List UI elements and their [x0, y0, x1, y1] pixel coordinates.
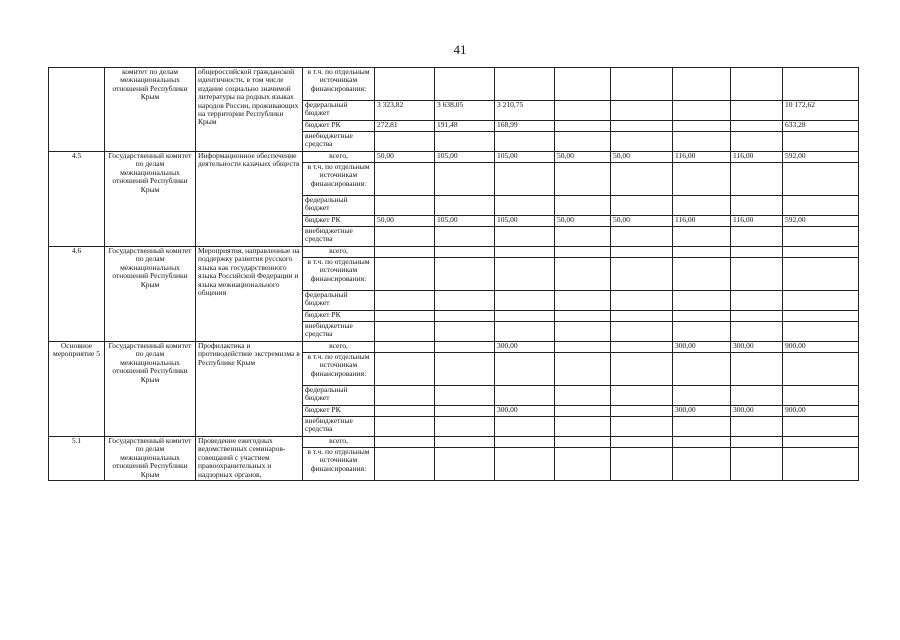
value-cell	[783, 258, 859, 291]
funding-source-cell: в т.ч. по отдельным источникам финансирования:	[303, 163, 375, 196]
value-cell	[673, 386, 731, 406]
value-cell	[611, 163, 673, 196]
value-cell	[435, 258, 495, 291]
value-cell	[783, 386, 859, 406]
row-number: 4.6	[71, 246, 82, 255]
value-cell	[673, 68, 731, 101]
funding-source-cell: внебюджетные средства	[303, 417, 375, 437]
table-row	[49, 152, 859, 163]
value-cell: 116,00	[673, 152, 731, 163]
funding-source-cell: в т.ч. по отдельным источникам финансирования:	[303, 448, 375, 481]
value-cell	[555, 132, 611, 152]
funding-source-cell: внебюджетные средства	[303, 227, 375, 247]
value-cell	[731, 247, 783, 258]
value-cell	[731, 101, 783, 121]
value-cell	[783, 437, 859, 448]
value-cell	[673, 101, 731, 121]
value-cell	[375, 227, 435, 247]
value-cell	[495, 353, 555, 386]
value-cell	[611, 386, 673, 406]
value-cell	[555, 227, 611, 247]
measure-text: Профилактика и противодействие экстремизма в Республике Крым	[198, 341, 300, 367]
value-cell	[731, 227, 783, 247]
value-cell	[611, 258, 673, 291]
measure-cell	[196, 342, 303, 437]
value-cell	[783, 291, 859, 311]
value-cell	[375, 132, 435, 152]
row-number-cell	[49, 68, 105, 152]
value-cell	[435, 196, 495, 216]
value-cell	[783, 227, 859, 247]
value-cell	[611, 247, 673, 258]
value-cell: 300,00	[673, 342, 731, 353]
value-cell	[783, 417, 859, 437]
value-cell: 105,00	[495, 216, 555, 227]
value-cell	[375, 258, 435, 291]
value-cell	[495, 196, 555, 216]
value-cell	[555, 386, 611, 406]
value-cell	[611, 311, 673, 322]
value-cell	[375, 353, 435, 386]
value-cell	[611, 437, 673, 448]
value-cell	[375, 417, 435, 437]
value-cell: 168,99	[495, 121, 555, 132]
value-cell: 105,00	[435, 216, 495, 227]
value-cell	[495, 258, 555, 291]
value-cell: 300,00	[731, 342, 783, 353]
value-cell	[673, 353, 731, 386]
funding-source-cell: всего,	[303, 437, 375, 448]
value-cell	[375, 291, 435, 311]
measure-text: общероссийской гражданской идентичности, в том числе издание социально значимой литературы на родных языках народов России, проживающих на территории Республики Крым	[198, 67, 299, 127]
value-cell	[783, 311, 859, 322]
value-cell	[611, 132, 673, 152]
funding-source-cell: федеральный бюджет	[303, 101, 375, 121]
funding-source-cell: внебюджетные средства	[303, 322, 375, 342]
value-cell: 3 323,82	[375, 101, 435, 121]
value-cell	[673, 417, 731, 437]
value-cell	[611, 121, 673, 132]
value-cell	[783, 163, 859, 196]
value-cell	[731, 196, 783, 216]
value-cell: 3 638,05	[435, 101, 495, 121]
value-cell	[435, 342, 495, 353]
value-cell	[611, 291, 673, 311]
value-cell	[375, 196, 435, 216]
measure-cell	[196, 247, 303, 342]
value-cell	[435, 247, 495, 258]
value-cell: 116,00	[731, 216, 783, 227]
value-cell: 592,00	[783, 216, 859, 227]
value-cell	[495, 311, 555, 322]
value-cell	[555, 448, 611, 481]
value-cell	[555, 311, 611, 322]
value-cell	[495, 68, 555, 101]
executor-text: Государственный комитет по делам межнациональных отношений Республики Крым	[108, 341, 192, 384]
value-cell	[495, 437, 555, 448]
value-cell	[731, 291, 783, 311]
value-cell	[731, 448, 783, 481]
value-cell	[435, 227, 495, 247]
value-cell	[611, 342, 673, 353]
value-cell	[673, 163, 731, 196]
value-cell	[673, 448, 731, 481]
executor-text: Государственный комитет по делам межнациональных отношений Республики Крым	[108, 436, 192, 479]
value-cell	[435, 417, 495, 437]
executor-cell	[105, 152, 196, 247]
table-row	[49, 68, 859, 101]
value-cell: 300,00	[673, 406, 731, 417]
value-cell	[611, 196, 673, 216]
value-cell	[375, 437, 435, 448]
value-cell	[673, 291, 731, 311]
value-cell	[555, 291, 611, 311]
row-number-cell	[49, 152, 105, 247]
value-cell: 900,00	[783, 406, 859, 417]
value-cell: 272,81	[375, 121, 435, 132]
value-cell	[611, 417, 673, 437]
value-cell	[673, 311, 731, 322]
value-cell	[731, 132, 783, 152]
value-cell	[435, 132, 495, 152]
value-cell	[611, 406, 673, 417]
value-cell	[555, 437, 611, 448]
executor-cell	[105, 68, 196, 152]
value-cell	[555, 258, 611, 291]
page-number: 41	[453, 42, 467, 57]
value-cell	[435, 406, 495, 417]
funding-source-cell: бюджет РК	[303, 216, 375, 227]
measure-text: Проведение ежегодных ведомственных семинаров-совещаний с участием правоохранительных и надзорных органов,	[198, 436, 286, 479]
funding-source-cell: федеральный бюджет	[303, 386, 375, 406]
value-cell	[673, 132, 731, 152]
value-cell	[783, 353, 859, 386]
value-cell: 300,00	[495, 406, 555, 417]
value-cell	[375, 342, 435, 353]
value-cell	[555, 406, 611, 417]
row-number-cell	[49, 342, 105, 437]
value-cell	[435, 386, 495, 406]
value-cell	[555, 322, 611, 342]
value-cell	[375, 406, 435, 417]
measure-cell	[196, 152, 303, 247]
value-cell: 191,48	[435, 121, 495, 132]
value-cell	[673, 227, 731, 247]
funding-source-cell: всего,	[303, 247, 375, 258]
value-cell	[375, 448, 435, 481]
value-cell	[495, 247, 555, 258]
value-cell: 116,00	[731, 152, 783, 163]
value-cell	[495, 132, 555, 152]
value-cell	[673, 258, 731, 291]
value-cell: 300,00	[495, 342, 555, 353]
value-cell: 50,00	[611, 216, 673, 227]
value-cell: 300,00	[731, 406, 783, 417]
value-cell	[555, 417, 611, 437]
funding-source-cell: бюджет РК	[303, 121, 375, 132]
value-cell	[611, 353, 673, 386]
measure-cell	[196, 68, 303, 152]
value-cell: 10 172,62	[783, 101, 859, 121]
funding-source-cell: федеральный бюджет	[303, 291, 375, 311]
value-cell	[731, 386, 783, 406]
row-number: Основное мероприятие 5	[52, 341, 101, 359]
executor-cell	[105, 437, 196, 481]
value-cell: 105,00	[435, 152, 495, 163]
value-cell	[673, 121, 731, 132]
value-cell	[375, 311, 435, 322]
value-cell	[783, 68, 859, 101]
value-cell	[375, 163, 435, 196]
value-cell	[435, 68, 495, 101]
value-cell	[731, 163, 783, 196]
value-cell: 900,00	[783, 342, 859, 353]
value-cell	[731, 437, 783, 448]
value-cell	[555, 121, 611, 132]
value-cell	[435, 291, 495, 311]
value-cell	[783, 247, 859, 258]
value-cell	[375, 68, 435, 101]
value-cell	[375, 322, 435, 342]
value-cell	[611, 101, 673, 121]
value-cell	[731, 258, 783, 291]
value-cell	[783, 132, 859, 152]
measure-text: Мероприятия, направленные на поддержку развития русского языка как государственного языка Российской Федерации и языка межнационального общения	[198, 246, 300, 298]
value-cell	[731, 417, 783, 437]
value-cell	[783, 448, 859, 481]
executor-cell	[105, 247, 196, 342]
value-cell	[673, 322, 731, 342]
value-cell	[611, 227, 673, 247]
row-number-cell	[49, 247, 105, 342]
value-cell: 50,00	[375, 216, 435, 227]
value-cell	[555, 196, 611, 216]
value-cell	[611, 448, 673, 481]
value-cell	[375, 386, 435, 406]
funding-source-cell: бюджет РК	[303, 406, 375, 417]
funding-source-cell: всего,	[303, 152, 375, 163]
funding-source-cell: в т.ч. по отдельным источникам финансирования:	[303, 353, 375, 386]
value-cell	[555, 342, 611, 353]
value-cell	[435, 163, 495, 196]
value-cell	[435, 448, 495, 481]
value-cell	[731, 311, 783, 322]
table-row	[49, 342, 859, 353]
value-cell	[495, 448, 555, 481]
value-cell: 50,00	[375, 152, 435, 163]
value-cell	[495, 291, 555, 311]
value-cell	[731, 68, 783, 101]
funding-source-cell: федеральный бюджет	[303, 196, 375, 216]
row-number: 5.1	[71, 436, 82, 445]
value-cell	[435, 353, 495, 386]
value-cell: 50,00	[555, 216, 611, 227]
value-cell	[555, 353, 611, 386]
value-cell: 105,00	[495, 152, 555, 163]
value-cell	[731, 121, 783, 132]
value-cell	[731, 353, 783, 386]
value-cell: 633,28	[783, 121, 859, 132]
value-cell	[555, 68, 611, 101]
value-cell	[435, 311, 495, 322]
value-cell	[555, 101, 611, 121]
funding-source-cell: в т.ч. по отдельным источникам финансирования:	[303, 258, 375, 291]
value-cell	[495, 163, 555, 196]
value-cell	[673, 196, 731, 216]
value-cell	[495, 386, 555, 406]
funding-source-cell: всего,	[303, 342, 375, 353]
value-cell	[783, 322, 859, 342]
budget-table	[48, 67, 859, 481]
value-cell	[495, 417, 555, 437]
table-row	[49, 247, 859, 258]
value-cell	[673, 247, 731, 258]
measure-cell	[196, 437, 303, 481]
executor-text: Государственный комитет по делам межнациональных отношений Республики Крым	[108, 246, 192, 289]
row-number: 4.5	[71, 151, 82, 160]
value-cell	[495, 227, 555, 247]
row-number-cell	[49, 437, 105, 481]
value-cell	[611, 322, 673, 342]
executor-text: Государственный комитет по делам межнациональных отношений Республики Крым	[108, 151, 192, 194]
value-cell: 116,00	[673, 216, 731, 227]
executor-text: комитет по делам межнациональных отношений Республики Крым	[112, 67, 188, 102]
funding-source-cell: внебюджетные средства	[303, 132, 375, 152]
value-cell	[435, 322, 495, 342]
value-cell	[555, 247, 611, 258]
value-cell	[555, 163, 611, 196]
value-cell: 50,00	[611, 152, 673, 163]
value-cell: 3 210,75	[495, 101, 555, 121]
value-cell	[731, 322, 783, 342]
value-cell	[495, 322, 555, 342]
measure-text: Информационное обеспечение деятельности казачьих обществ	[198, 151, 300, 169]
table-row	[49, 437, 859, 448]
funding-source-cell: в т.ч. по отдельным источникам финансирования:	[303, 68, 375, 101]
value-cell	[673, 437, 731, 448]
executor-cell	[105, 342, 196, 437]
value-cell	[611, 68, 673, 101]
value-cell: 50,00	[555, 152, 611, 163]
funding-source-cell: бюджет РК	[303, 311, 375, 322]
value-cell	[375, 247, 435, 258]
value-cell	[783, 196, 859, 216]
value-cell: 592,00	[783, 152, 859, 163]
value-cell	[435, 437, 495, 448]
